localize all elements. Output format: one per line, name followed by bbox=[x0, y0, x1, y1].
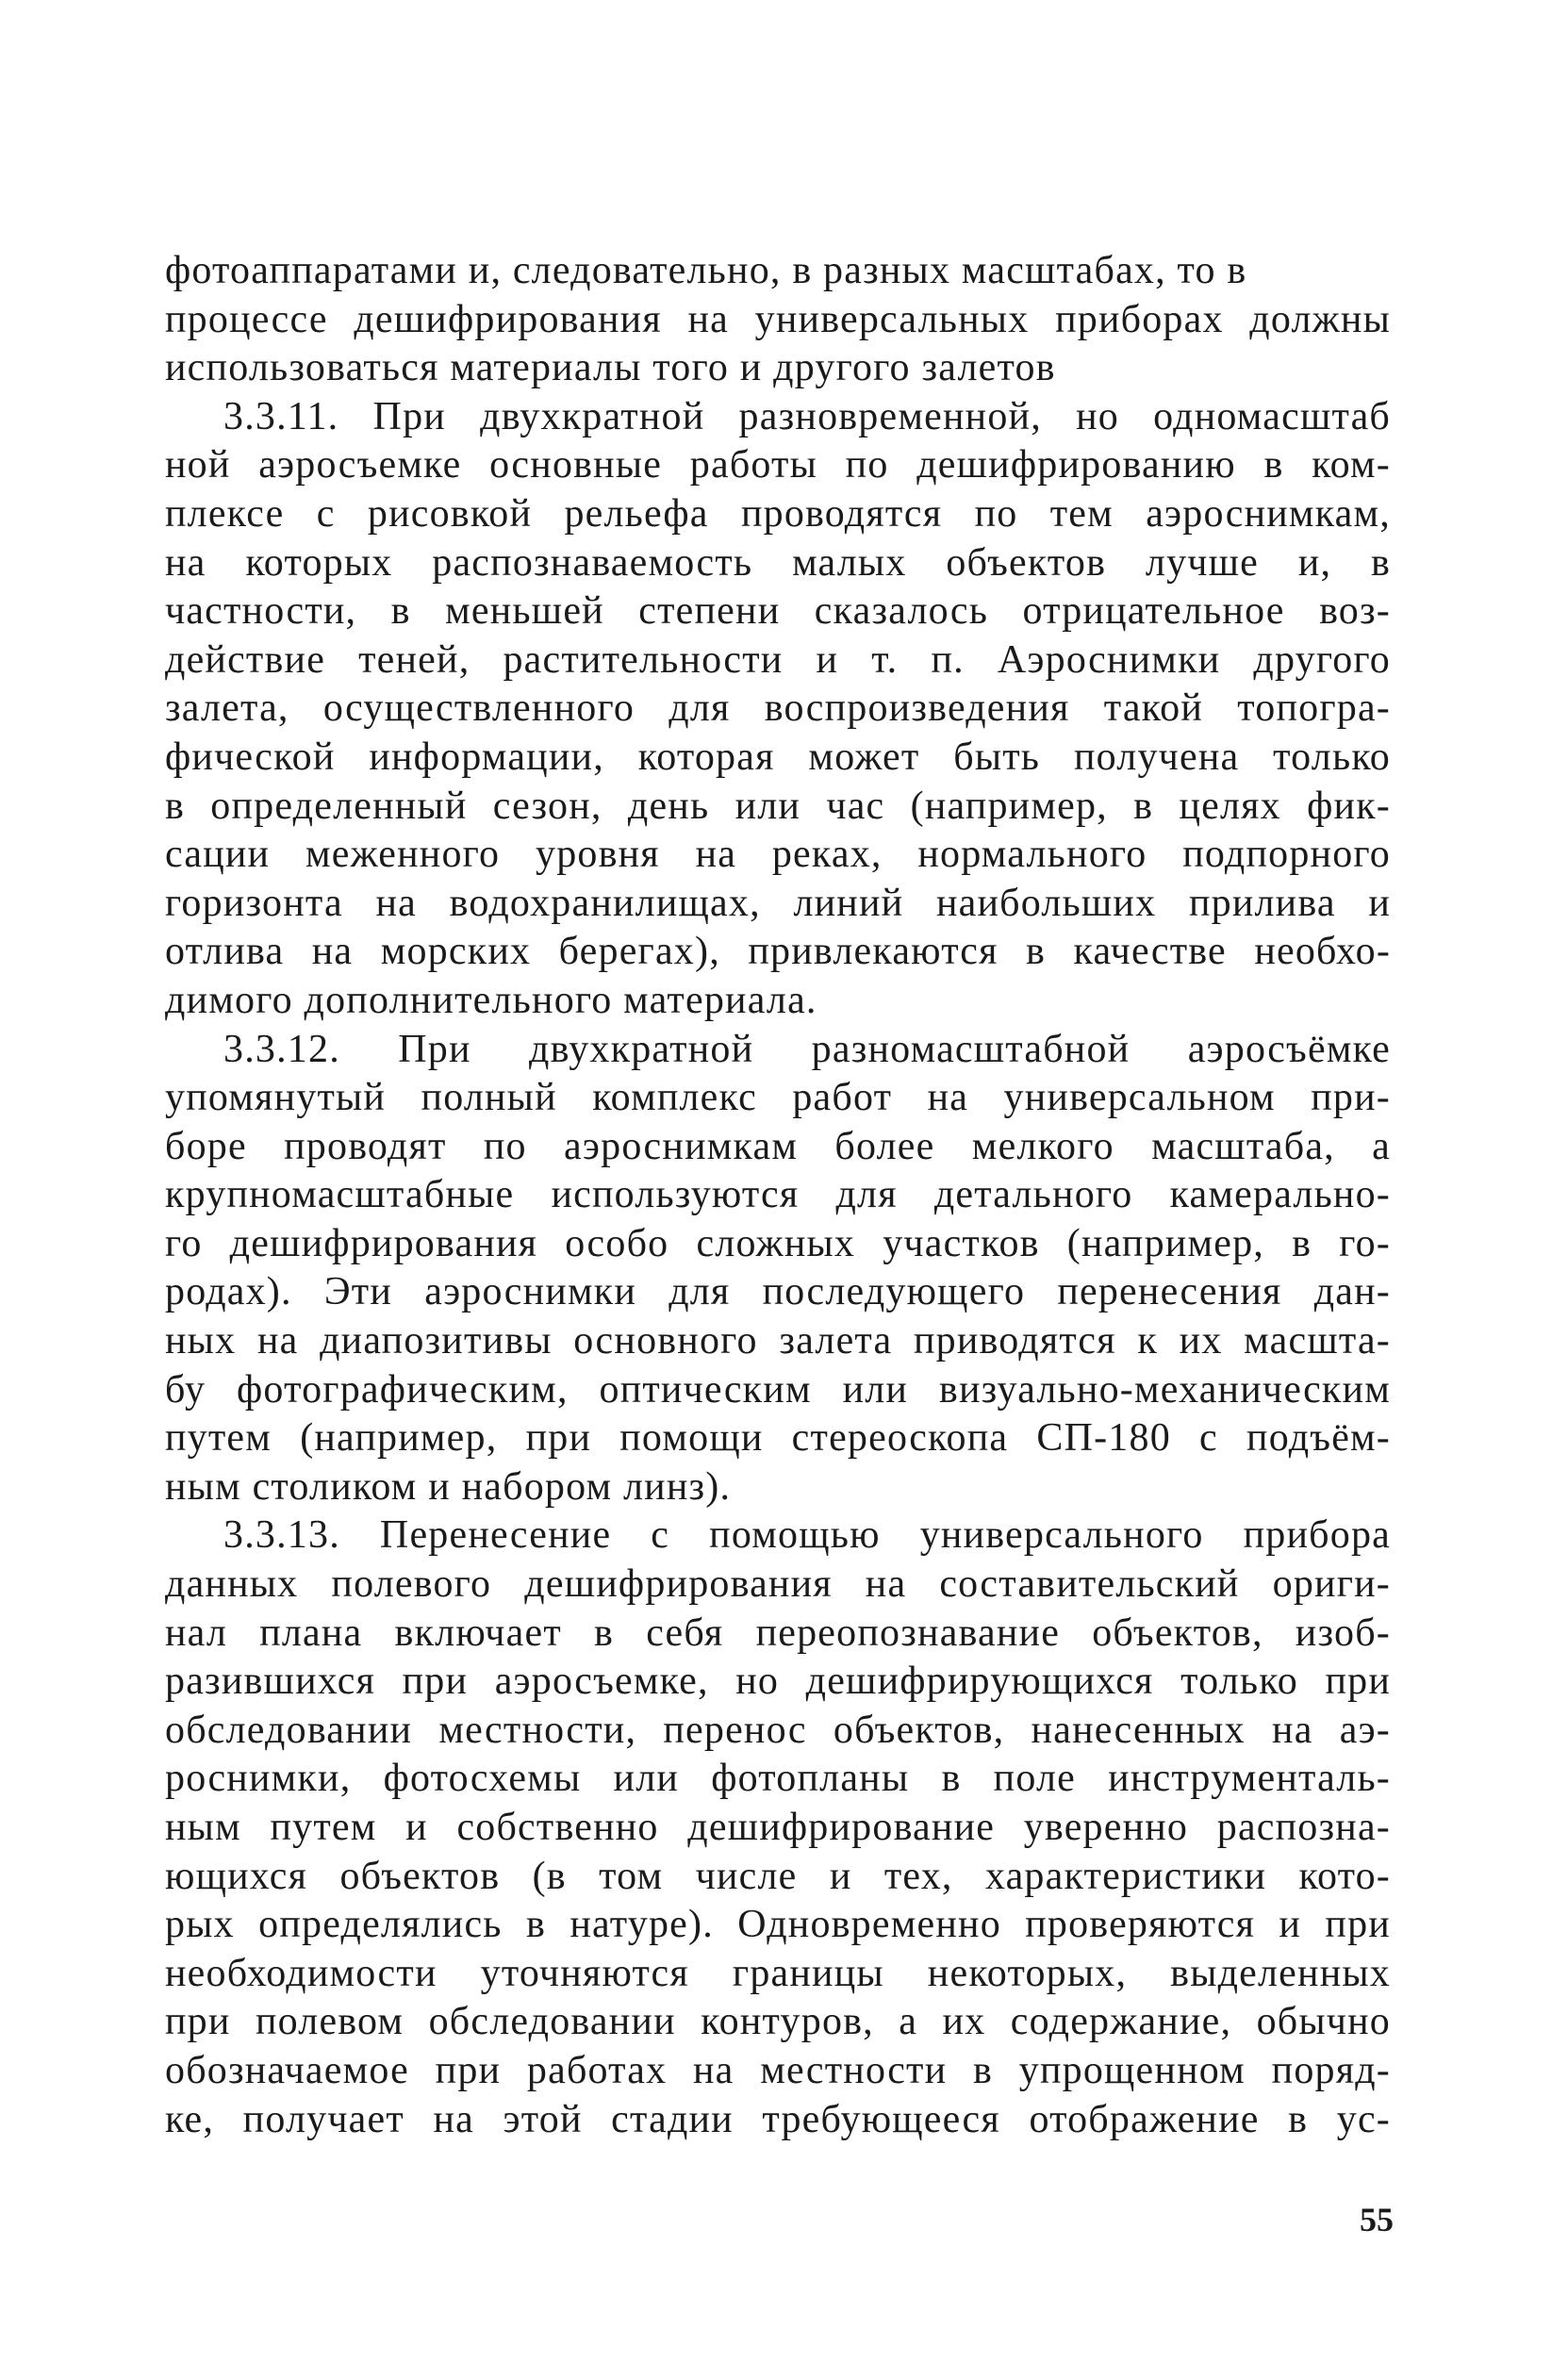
text-line: действие теней, растительности и т. п. Аэроснимки другого bbox=[165, 637, 1391, 682]
text-line: рых определялись в натуре). Одновременно проверяются и при bbox=[165, 1903, 1391, 1947]
text-line: горизонта на водохранилищах, линий наибольших прилива и bbox=[165, 881, 1391, 925]
body-text bbox=[165, 247, 1391, 2144]
text-line: ной аэросъемке основные работы по дешифрированию в ком- bbox=[165, 443, 1391, 487]
paragraph-start-3-3-12: 3.3.12. При двухкратной разномасштабной аэросъёмке bbox=[223, 1027, 1391, 1071]
text-line: разившихся при аэросъемке, но дешифрирующихся только при bbox=[165, 1660, 1391, 1704]
text-line: го дешифрирования особо сложных участков (например, в го- bbox=[165, 1221, 1391, 1265]
text-line: плексе с рисовкой рельефа проводятся по тем аэроснимкам, bbox=[165, 491, 1391, 536]
text-line: роснимки, фотосхемы или фотопланы в поле инструменталь- bbox=[165, 1757, 1391, 1801]
text-line: сации меженного уровня на реках, нормального подпорного bbox=[165, 833, 1391, 877]
paragraph-start-3-3-13: 3.3.13. Перенесение с помощью универсального прибора bbox=[223, 1513, 1391, 1558]
text-line: нал плана включает в себя переопознавание объектов, изоб- bbox=[165, 1610, 1391, 1655]
text-line: ющихся объектов (в том числе и тех, характеристики кото- bbox=[165, 1854, 1391, 1898]
paragraph-start-3-3-11: 3.3.11. При двухкратной разновременной, но одномасштаб bbox=[223, 394, 1391, 438]
text-line: частности, в меньшей степени сказалось отрицательное воз- bbox=[165, 589, 1391, 634]
text-line: ным путем и собственно дешифрирование уверенно распозна- bbox=[165, 1806, 1391, 1849]
text-line: обозначаемое при работах на местности в упрощенном поряд- bbox=[165, 2048, 1391, 2092]
text-line: на которых распознаваемость малых объектов лучше и, в bbox=[165, 540, 1391, 585]
text-line: упомянутый полный комплекс работ на универсальном при- bbox=[165, 1076, 1391, 1120]
text-line: залета, осуществленного для воспроизведения такой топогра- bbox=[165, 686, 1391, 731]
text-line: данных полевого дешифрирования на составительский ориги- bbox=[165, 1562, 1391, 1607]
text-line: крупномасштабные используются для детального камерально- bbox=[165, 1173, 1391, 1217]
text-line: фотоаппаратами и, следовательно, в разных масштабах, то в bbox=[165, 249, 1247, 292]
text-line: фической информации, которая может быть получена только bbox=[165, 735, 1391, 779]
text-line: использоваться материалы того и другого залетов bbox=[165, 346, 1056, 390]
text-line: бу фотографическим, оптическим или визуально-механическим bbox=[165, 1367, 1391, 1412]
page-number: 55 bbox=[1360, 2201, 1394, 2238]
text-line: при полевом обследовании контуров, а их содержание, обычно bbox=[165, 2000, 1391, 2044]
text-line: в определенный сезон, день или час (например, в целях фик- bbox=[165, 784, 1391, 828]
text-line: боре проводят по аэроснимкам более мелкого масштаба, а bbox=[165, 1124, 1391, 1168]
text-line: отлива на морских берегах), привлекаются в качестве необхо- bbox=[165, 930, 1391, 974]
text-line: ных на диапозитивы основного залета приводятся к их масшта- bbox=[165, 1319, 1391, 1363]
text-line: димого дополнительного материала. bbox=[165, 978, 817, 1022]
text-line: обследовании местности, перенос объектов, нанесенных на аэ- bbox=[165, 1708, 1391, 1752]
text-line: родах). Эти аэроснимки для последующего перенесения дан- bbox=[165, 1270, 1391, 1314]
text-line: необходимости уточняются границы некоторых, выделенных bbox=[165, 1951, 1391, 1995]
text-line: ным столиком и набором линз). bbox=[165, 1464, 732, 1509]
text-line: процессе дешифрирования на универсальных приборах должны bbox=[165, 297, 1391, 341]
text-line: ке, получает на этой стадии требующееся отображение в ус- bbox=[165, 2097, 1391, 2141]
text-line: путем (например, при помощи стереоскопа СП-180 с подъём- bbox=[165, 1416, 1391, 1461]
